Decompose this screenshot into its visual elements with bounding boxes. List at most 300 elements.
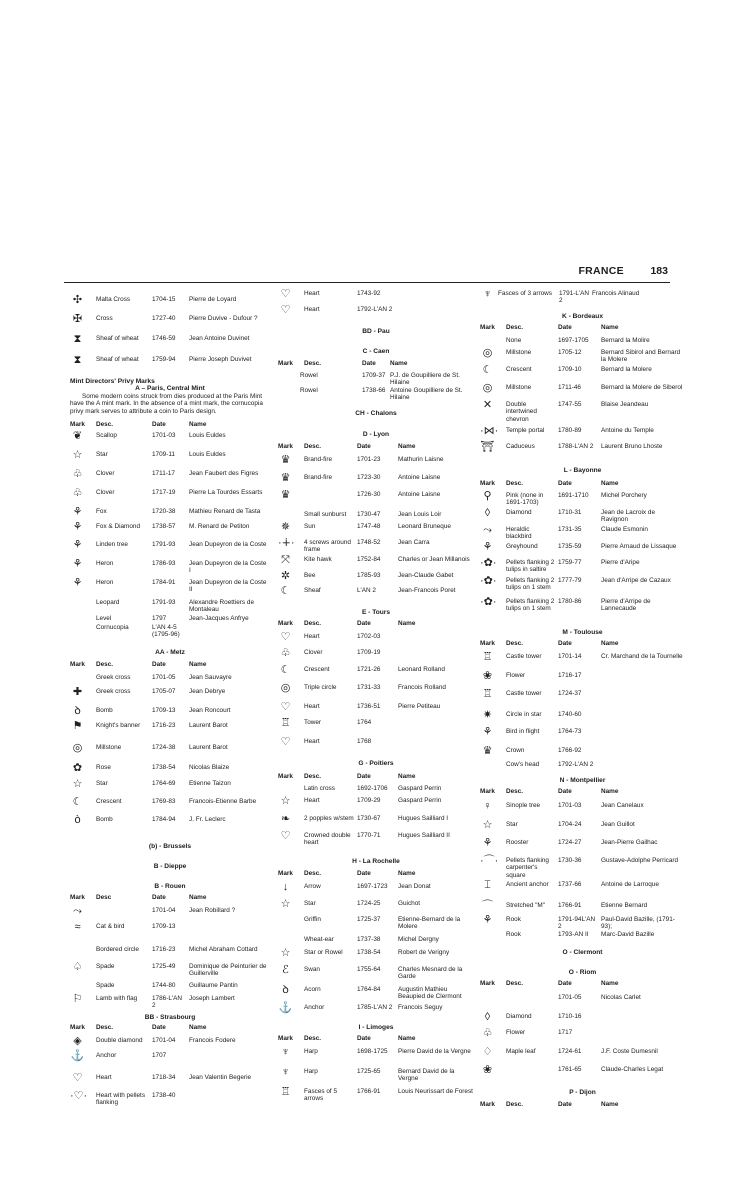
director-name: Nicolas Carlet [601, 994, 641, 1001]
column-header-name: Name [398, 1035, 416, 1042]
mark-date: L'AN 2 [357, 587, 376, 594]
mark-description: Rowel [300, 387, 318, 394]
mark-date: 1705-07 [152, 688, 176, 695]
director-name: Bernard la Molire [601, 337, 650, 344]
director-name: Mathurin Laisne [398, 456, 444, 463]
mark-date: 1701-03 [152, 432, 176, 439]
mark-description: Double intertwined chevron [506, 401, 537, 423]
mark-description: Ancient anchor [506, 881, 549, 888]
mint-mark-icon: ⚘ [72, 558, 83, 570]
mint-mark-icon: ⧗ [73, 333, 82, 345]
column-header-desc: Desc. [506, 788, 524, 795]
column-header-date: Date [357, 620, 371, 627]
mark-date: 1738-54 [152, 764, 176, 771]
column-header-name: Name [398, 443, 416, 450]
paris-title: A – Paris, Central Mint [135, 385, 205, 392]
mark-date: 1791-93 [152, 541, 176, 548]
mint-mark-icon: ⚘ [72, 539, 83, 551]
mark-description: Heart [304, 738, 320, 745]
mint-mark-icon: ·⋈· [480, 425, 499, 437]
mark-date: 1709-10 [558, 366, 582, 373]
mint-directors-title: Mint Directors' Privy Marks [70, 378, 155, 385]
column-header-mark: Mark [70, 421, 85, 428]
director-name: Jean-Claude Gabet [398, 572, 454, 579]
column-header-desc: Desc. [506, 1101, 524, 1108]
director-name: Louis Euldes [189, 451, 226, 458]
mint-mark-icon: ↓ [282, 881, 289, 893]
mark-date: 1701-03 [558, 802, 582, 809]
column-header-desc: Desc. [304, 870, 322, 877]
mint-mark-icon: ⧗ [73, 354, 82, 366]
column-header-date: Date [152, 421, 166, 428]
mark-description: Bird in flight [506, 728, 540, 735]
paris-intro-text: Some modern coins struck from dies produced at the Paris Mint have the A mint mark. In the absence of a mint mark, the cornucopia privy mark serves to attribute a coin to Paris design. [70, 393, 263, 415]
column-header-date: Date [152, 894, 166, 901]
mint-mark-icon: ⚘ [72, 521, 83, 533]
mark-description: Circle in star [506, 711, 542, 718]
mark-description: Swan [304, 966, 320, 973]
director-name: Michel Porchery [601, 492, 647, 499]
mint-mark-icon: ◊ [484, 507, 491, 519]
mark-description: Pellets flanking 2 tulips on 1 stem [506, 598, 555, 613]
mint-mark-icon: ✠ [72, 313, 83, 325]
director-name: Alexandre Roettiers de Montaleau [189, 599, 255, 614]
mint-mark-icon: ♢ [482, 1046, 493, 1058]
director-name: Francois Rolland [398, 684, 446, 691]
mint-mark-icon: ☾ [280, 585, 291, 597]
mark-description: Heraldic blackbird [506, 526, 532, 541]
montpellier-title: N - Montpellier [559, 777, 606, 784]
mark-description: Double diamond [96, 1037, 143, 1044]
mark-date: 1777-79 [558, 577, 582, 584]
mark-description: Castle tower [506, 653, 542, 660]
mint-mark-icon: ♖ [482, 688, 493, 700]
section-title: FRANCE [578, 265, 624, 277]
mark-date: 1747-48 [357, 523, 381, 530]
column-header-date: Date [357, 443, 371, 450]
director-name: Pierre Arnaud de Lissaque [601, 543, 677, 550]
metz-title: AA - Metz [155, 649, 185, 656]
director-name: Leonard Rolland [398, 666, 445, 673]
mint-mark-icon: ♤ [72, 961, 83, 973]
mark-description: None [506, 337, 522, 344]
column-header-name: Name [601, 1101, 619, 1108]
mark-description: Lamb with flag [96, 995, 138, 1002]
mark-date: L'AN 4-5 (1795-96) [152, 624, 180, 639]
mark-date: 1797 [152, 615, 167, 622]
mark-date: 1740-60 [558, 711, 582, 718]
director-name: Pierre de Loyard [189, 296, 237, 303]
chalons-title: CH - Chalons [355, 410, 397, 417]
mark-date: 1707 [152, 1052, 167, 1059]
mark-description: Star [96, 780, 108, 787]
mint-mark-icon: ⚐ [72, 993, 83, 1005]
column-header-mark: Mark [278, 870, 293, 877]
mark-description: Crowned double heart [304, 832, 351, 847]
mark-description: Cross [96, 315, 113, 322]
column-header-date: Date [558, 1101, 572, 1108]
mint-mark-icon: ℰ [282, 964, 289, 976]
director-name: Jean Faubert des Figres [189, 470, 259, 477]
mint-mark-icon: ⤳ [73, 905, 82, 917]
mint-mark-icon: ♡ [280, 631, 291, 643]
mark-date: 1768 [357, 738, 372, 745]
mark-date: 1764-69 [152, 780, 176, 787]
director-name: Etienne-Bernard de la Molere [398, 916, 461, 931]
director-name: Hugues Sailliard I [398, 815, 449, 822]
mint-mark-icon: ♆ [483, 288, 492, 300]
director-name: Jean Dupeyron de la Coste II [189, 579, 267, 594]
mark-date: 1730-36 [558, 857, 582, 864]
director-name: Claude Esmonin [601, 526, 648, 533]
mark-date: 1793-AN II [558, 931, 589, 938]
mark-date: 1697-1705 [558, 337, 589, 344]
mark-date: 1725-65 [357, 1068, 381, 1075]
mint-mark-icon: ⚘ [72, 506, 83, 518]
mark-description: Bomb [96, 816, 113, 823]
mint-mark-icon: ♡ [280, 830, 291, 842]
mint-mark-icon: ⌶ [484, 879, 491, 891]
director-name: Jean de Lacroix de Ravignon [601, 509, 656, 524]
column-header-desc: Desc. [96, 421, 114, 428]
mark-date: 1724-37 [558, 690, 582, 697]
mark-description: Rooster [506, 839, 529, 846]
mark-description: Heart [96, 1074, 112, 1081]
toulouse-title: M - Toulouse [562, 629, 603, 636]
mark-date: 1723-30 [357, 474, 381, 481]
column-header-mark: Mark [278, 773, 293, 780]
column-header-mark: Mark [480, 324, 495, 331]
mark-date: 1705-12 [558, 349, 582, 356]
mark-date: 1724-27 [558, 839, 582, 846]
director-name: Gaspard Perrin [398, 785, 442, 792]
mark-description: Latin cross [304, 785, 335, 792]
column-header-date: Date [357, 870, 371, 877]
director-name: Jean Dupeyron de la Coste [189, 541, 267, 548]
column-header-mark: Mark [278, 620, 293, 627]
mark-description: Clover [96, 470, 115, 477]
mark-description: Clover [304, 649, 323, 656]
clermont-title: O - Clermont [562, 949, 603, 956]
mint-mark-icon: ⚘ [72, 577, 83, 589]
mark-description: Anchor [96, 1052, 117, 1059]
mark-date: 1785-93 [357, 572, 381, 579]
director-name: Marc-David Bazille [601, 931, 655, 938]
mark-description: Temple portal [506, 427, 545, 434]
mark-date: 1711-17 [152, 470, 175, 477]
mint-mark-icon: ♡ [280, 701, 291, 713]
mint-mark-icon: ♖ [482, 651, 493, 663]
mark-description: Linden tree [96, 541, 128, 548]
mark-date: 1711-46 [558, 384, 581, 391]
column-header-desc: Desc. [304, 773, 322, 780]
mark-description: Harp [304, 1068, 318, 1075]
mint-mark-icon: ·✿· [480, 557, 497, 569]
column-header-desc: Desc. [304, 1035, 322, 1042]
mint-mark-icon: ♧ [280, 647, 291, 659]
mark-description: Rook [506, 931, 521, 938]
mark-date: 1766-91 [357, 1088, 381, 1095]
mark-description: Crescent [506, 366, 532, 373]
mark-description: Tower [304, 719, 322, 726]
director-name: Guillaume Pantin [189, 982, 238, 989]
mark-description: Arrow [304, 883, 321, 890]
mint-mark-icon: ♀ [483, 800, 492, 812]
mint-mark-icon: ✣ [72, 294, 83, 306]
mark-date: 1780-89 [558, 427, 582, 434]
director-name: M. Renard de Petiton [189, 523, 250, 530]
director-name: Pierre Duvive - Dufour ? [189, 315, 258, 322]
mark-date: 1724-38 [152, 744, 176, 751]
mark-description: Stretched "M" [506, 902, 545, 909]
mark-date: 1710-31 [558, 509, 582, 516]
mark-date: 1780-86 [558, 598, 582, 605]
mark-date: 1691-1710 [558, 492, 589, 499]
column-header-name: Name [601, 324, 619, 331]
mint-mark-icon: ◎ [482, 382, 493, 394]
column-header-name: Name [601, 980, 619, 987]
mint-mark-icon: ☆ [280, 795, 291, 807]
mint-mark-icon: ·∔· [278, 537, 295, 549]
mark-date: 1738-57 [152, 523, 176, 530]
mark-description: Millstone [96, 744, 122, 751]
mark-description: Fox [96, 508, 107, 515]
mint-mark-icon: ♡ [280, 736, 291, 748]
director-name: Louis Euldes [189, 432, 226, 439]
mint-mark-icon: ☆ [482, 819, 493, 831]
mark-description: 2 popples w/stem [304, 815, 354, 822]
mint-mark-icon: ✲ [280, 570, 291, 582]
director-name: J.F. Coste Dumesnil [601, 1048, 658, 1055]
column-header-date: Date [362, 360, 376, 367]
director-name: Francois Seguy [398, 1004, 443, 1011]
mark-description: Knight's banner [96, 722, 141, 729]
director-name: Francois Alinaud [592, 290, 640, 297]
mark-date: 1785-L'AN 2 [357, 1004, 393, 1011]
mark-description: Level [96, 615, 112, 622]
director-name: Michel Dergny [398, 936, 439, 943]
mark-description: Griffin [304, 916, 321, 923]
mark-date: 1748-52 [357, 539, 381, 546]
mint-mark-icon: ☾ [482, 364, 493, 376]
director-name: Pierre La Tourdes Essarts [189, 489, 263, 496]
mark-date: 1736-51 [357, 703, 381, 710]
column-header-mark: Mark [480, 640, 495, 647]
director-name: Leonard Bruneque [398, 523, 451, 530]
director-name: P.J. de Goupilliere de St. Hilaine [390, 372, 460, 387]
column-header-mark: Mark [278, 443, 293, 450]
mark-description: Triple circle [304, 684, 337, 691]
tours-title: E - Tours [361, 609, 391, 616]
mint-mark-icon: ≈ [74, 921, 81, 933]
column-header-desc: Desc. [304, 620, 322, 627]
mint-mark-icon: ♧ [482, 1027, 493, 1039]
column-header-mark: Mark [278, 360, 293, 367]
mark-date: 1746-59 [152, 335, 176, 342]
mark-date: 1701-05 [558, 994, 582, 1001]
mark-date: 1731-35 [558, 526, 582, 533]
director-name: Etienne Taizon [189, 780, 231, 787]
mark-date: 1716-17 [558, 672, 582, 679]
mark-date: 1724-25 [357, 900, 381, 907]
director-name: Bernard la Molere de Siberol [601, 384, 683, 391]
dieppe-title: B - Dieppe [153, 863, 187, 870]
mark-date: 1709-19 [357, 649, 381, 656]
column-header-mark: Mark [480, 1101, 495, 1108]
mark-date: 1709-29 [357, 797, 381, 804]
mint-mark-icon: ꝺ [74, 705, 81, 717]
mark-date: 1792-L'AN 2 [558, 761, 594, 768]
mint-mark-icon: ♛ [280, 454, 291, 466]
mark-description: Spade [96, 982, 115, 989]
director-name: Jean Carra [398, 539, 430, 546]
mark-date: 1791-94L'AN 2 [558, 916, 596, 931]
mark-date: 1725-49 [152, 963, 176, 970]
mark-date: 1730-67 [357, 815, 381, 822]
mark-date: 1744-80 [152, 982, 176, 989]
mark-date: 1709-13 [152, 923, 176, 930]
mint-mark-icon: ☆ [280, 947, 291, 959]
mint-mark-icon: ⤧ [281, 554, 290, 566]
mark-description: Kite hawk [304, 556, 332, 563]
mark-date: 1692-1706 [357, 785, 388, 792]
director-name: Jean Dupeyron de la Coste I [189, 560, 267, 575]
mark-description: Greek cross [96, 674, 131, 681]
pau-title: BD - Pau [362, 328, 390, 335]
director-name: Antoine Laisne [398, 491, 441, 498]
column-header-mark: Mark [480, 788, 495, 795]
mark-description: Pellets flanking 2 tulips on 1 stem [506, 577, 555, 592]
mark-date: 1698-1725 [357, 1048, 388, 1055]
mark-description: Brand-fire [304, 456, 333, 463]
column-header-desc: Desc. [506, 324, 524, 331]
mark-date: 1764 [357, 719, 372, 726]
mint-mark-icon: ⚓ [278, 1002, 293, 1014]
column-header-desc: Desc [96, 894, 112, 901]
mark-description: Wheat-ear [304, 936, 334, 943]
mark-description: Crescent [96, 798, 122, 805]
mark-description: Bee [304, 572, 316, 579]
mint-mark-icon: ♧ [72, 487, 83, 499]
mint-mark-icon: ❀ [482, 670, 493, 682]
mark-description: Harp [304, 1048, 318, 1055]
director-name: Jean Louis Loir [398, 511, 442, 518]
mint-mark-icon: ·♡· [70, 1090, 88, 1102]
mark-description: Heart with pellets flanking [96, 1092, 146, 1107]
mark-date: 1727-40 [152, 315, 176, 322]
column-header-mark: Mark [278, 1035, 293, 1042]
director-name: Pierre David de la Vergne [398, 1048, 471, 1055]
director-name: Pierre Joseph Duvivet [189, 356, 252, 363]
caen-title: C - Caen [362, 348, 390, 355]
mint-mark-icon: ☾ [72, 796, 83, 808]
column-header-name: Name [189, 421, 207, 428]
mint-mark-icon: ⚘ [482, 541, 493, 553]
mark-date: 1735-59 [558, 543, 582, 550]
mark-description: Heart [304, 797, 320, 804]
mark-date: 1721-26 [357, 666, 381, 673]
mark-date: 1761-65 [558, 1066, 582, 1073]
rochelle-title: H - La Rochelle [352, 858, 400, 865]
director-name: Jean Debrye [189, 688, 226, 695]
mark-description: Star [506, 821, 518, 828]
column-header-name: Name [189, 894, 207, 901]
director-name: Hugues Sailliard II [398, 832, 450, 839]
director-name: Francois-Etienne Barbe [189, 798, 257, 805]
mark-date: 1726-30 [357, 491, 381, 498]
mark-date: 1701-23 [357, 456, 381, 463]
mark-description: 4 screws around frame [304, 539, 351, 554]
mark-date: 1717 [558, 1029, 573, 1036]
column-header-name: Name [601, 480, 619, 487]
mark-description: Millstone [506, 349, 532, 356]
column-header-desc: Desc. [506, 980, 524, 987]
mark-description: Greek cross [96, 688, 131, 695]
director-name: Charles or Jean Millanois [398, 556, 470, 563]
mint-mark-icon: ✚ [72, 686, 83, 698]
mark-description: Sheaf of wheat [96, 335, 139, 342]
mark-date: 1791-93 [152, 599, 176, 606]
director-name: Jean-Jacques Anfrye [189, 615, 249, 622]
mark-description: Star [304, 900, 316, 907]
director-name: Jean Antoine Duvinet [189, 335, 250, 342]
mint-mark-icon: ☆ [72, 449, 83, 461]
mint-mark-icon: ⤳ [483, 524, 492, 536]
mint-mark-icon: ·✿· [480, 575, 497, 587]
mark-description: Fasces of 3 arrows [498, 290, 552, 297]
mark-date: 1759-94 [152, 356, 176, 363]
mint-mark-icon: ⚑ [72, 720, 83, 732]
mark-description: Maple leaf [506, 1048, 536, 1055]
mark-description: Malta Cross [96, 296, 131, 303]
mark-date: 1784-94 [152, 816, 176, 823]
page-header [64, 265, 670, 283]
director-name: Cr. Marchand de la Tournelle [601, 653, 683, 660]
mark-date: 1701-14 [558, 653, 582, 660]
mark-date: 1752-84 [357, 556, 381, 563]
mark-description: Sinople tree [506, 802, 541, 809]
mint-mark-icon: ♛ [482, 745, 493, 757]
mint-mark-icon: ✿ [72, 762, 83, 774]
column-header-name: Name [398, 620, 416, 627]
column-header-desc: Desc. [304, 443, 322, 450]
column-header-desc: Desc. [96, 661, 114, 668]
mint-mark-icon: ⚘ [482, 914, 493, 926]
mark-description: Sheaf of wheat [96, 356, 139, 363]
column-header-mark: Mark [70, 661, 85, 668]
director-name: Nicolas Blaize [189, 764, 230, 771]
mark-date: 1730-47 [357, 511, 381, 518]
column-header-name: Name [189, 661, 207, 668]
mark-description: Sheaf [304, 587, 321, 594]
mark-date: 1786-L'AN 2 [152, 995, 182, 1010]
mint-mark-icon: ·⌒· [480, 855, 499, 867]
mint-mark-icon: ⚓ [70, 1050, 85, 1062]
director-name: Bernard David de la Vergne [398, 1068, 455, 1083]
mint-mark-icon: ✕ [482, 399, 493, 411]
director-name: Jean-Pierre Gailhac [601, 839, 658, 846]
page-number: 183 [650, 265, 668, 277]
poitiers-title: G - Poitiers [358, 760, 394, 767]
bayonne-title: L - Bayonne [563, 467, 602, 474]
mark-date: 1697-1723 [357, 883, 388, 890]
mark-description: Clover [96, 489, 115, 496]
mark-date: 1709-11 [152, 451, 175, 458]
mint-mark-icon: ◎ [72, 742, 83, 754]
mark-description: Scallop [96, 432, 117, 439]
column-header-name: Name [189, 1024, 207, 1031]
column-header-date: Date [558, 324, 572, 331]
